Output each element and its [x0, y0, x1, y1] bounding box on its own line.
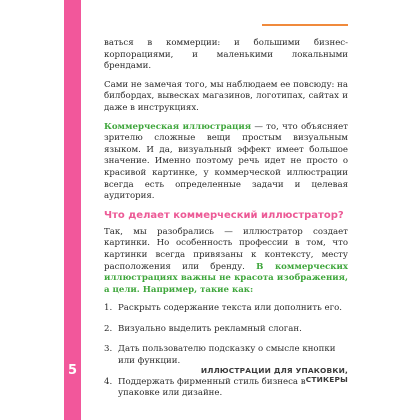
paragraph-4 — [104, 227, 348, 297]
paragraph-1: ваться в коммерции: и большими бизнес-корпорациями, и маленькими локальными брендами. — [104, 38, 348, 72]
paragraph-3 — [104, 122, 348, 203]
header-rule — [262, 24, 348, 26]
page-edge-color-bar — [64, 0, 81, 420]
list-item-number: 1. — [104, 303, 113, 314]
section-heading: Что делает коммерческий иллюстратор? — [104, 209, 344, 221]
goals-highlight: В коммерческих иллюстрациях важны не красота изображения, а цели. Например, такие как: — [104, 261, 348, 295]
page-body — [104, 38, 348, 409]
list-item-number: 2. — [104, 323, 113, 334]
list-item-text: Визуально выделить рекламный слоган. — [118, 323, 302, 334]
list-item-text: Дать пользователю подсказку о смысле кнопки или функции. — [118, 344, 336, 367]
running-footer: ИЛЛЮСТРАЦИИ ДЛЯ УПАКОВКИ, СТИКЕРЫ — [200, 366, 348, 384]
list-item-number: 4. — [104, 376, 113, 387]
page-number: 5 — [67, 362, 78, 378]
list-item-number: 3. — [104, 344, 113, 355]
list-item-text: Поддержать фирменный стиль бизнеса в упаковке или дизайне. — [118, 376, 306, 399]
list-item — [104, 303, 348, 315]
paragraph-2: Сами не замечая того, мы наблюдаем ее повсюду: на билбордах, вывесках магазинов, логотипах, сайтах и даже в инструкциях. — [104, 79, 348, 113]
list-item — [104, 324, 348, 336]
list-item — [104, 344, 348, 367]
goals-list — [104, 303, 348, 400]
list-item-text: Раскрыть содержание текста или дополнить его. — [118, 303, 342, 314]
paragraph-4-text: Так, мы разобрались — иллюстратор создает картинки. Но особенность профессии в том, что картинки всегда привязаны к контексту, месту расположения или бренду. — [104, 226, 348, 272]
paragraph-3-text: — то, что объясняет зрителю сложные вещи простым визуальным языком. И да, визуальный эффект имеет большое значение. Именно поэтому речь идет не просто о красивой картинке, у коммерческой иллюстрации всегда есть определенные задачи и целевая аудитория. — [104, 121, 348, 202]
term-highlight: Коммерческая иллюстрация — [104, 121, 252, 132]
